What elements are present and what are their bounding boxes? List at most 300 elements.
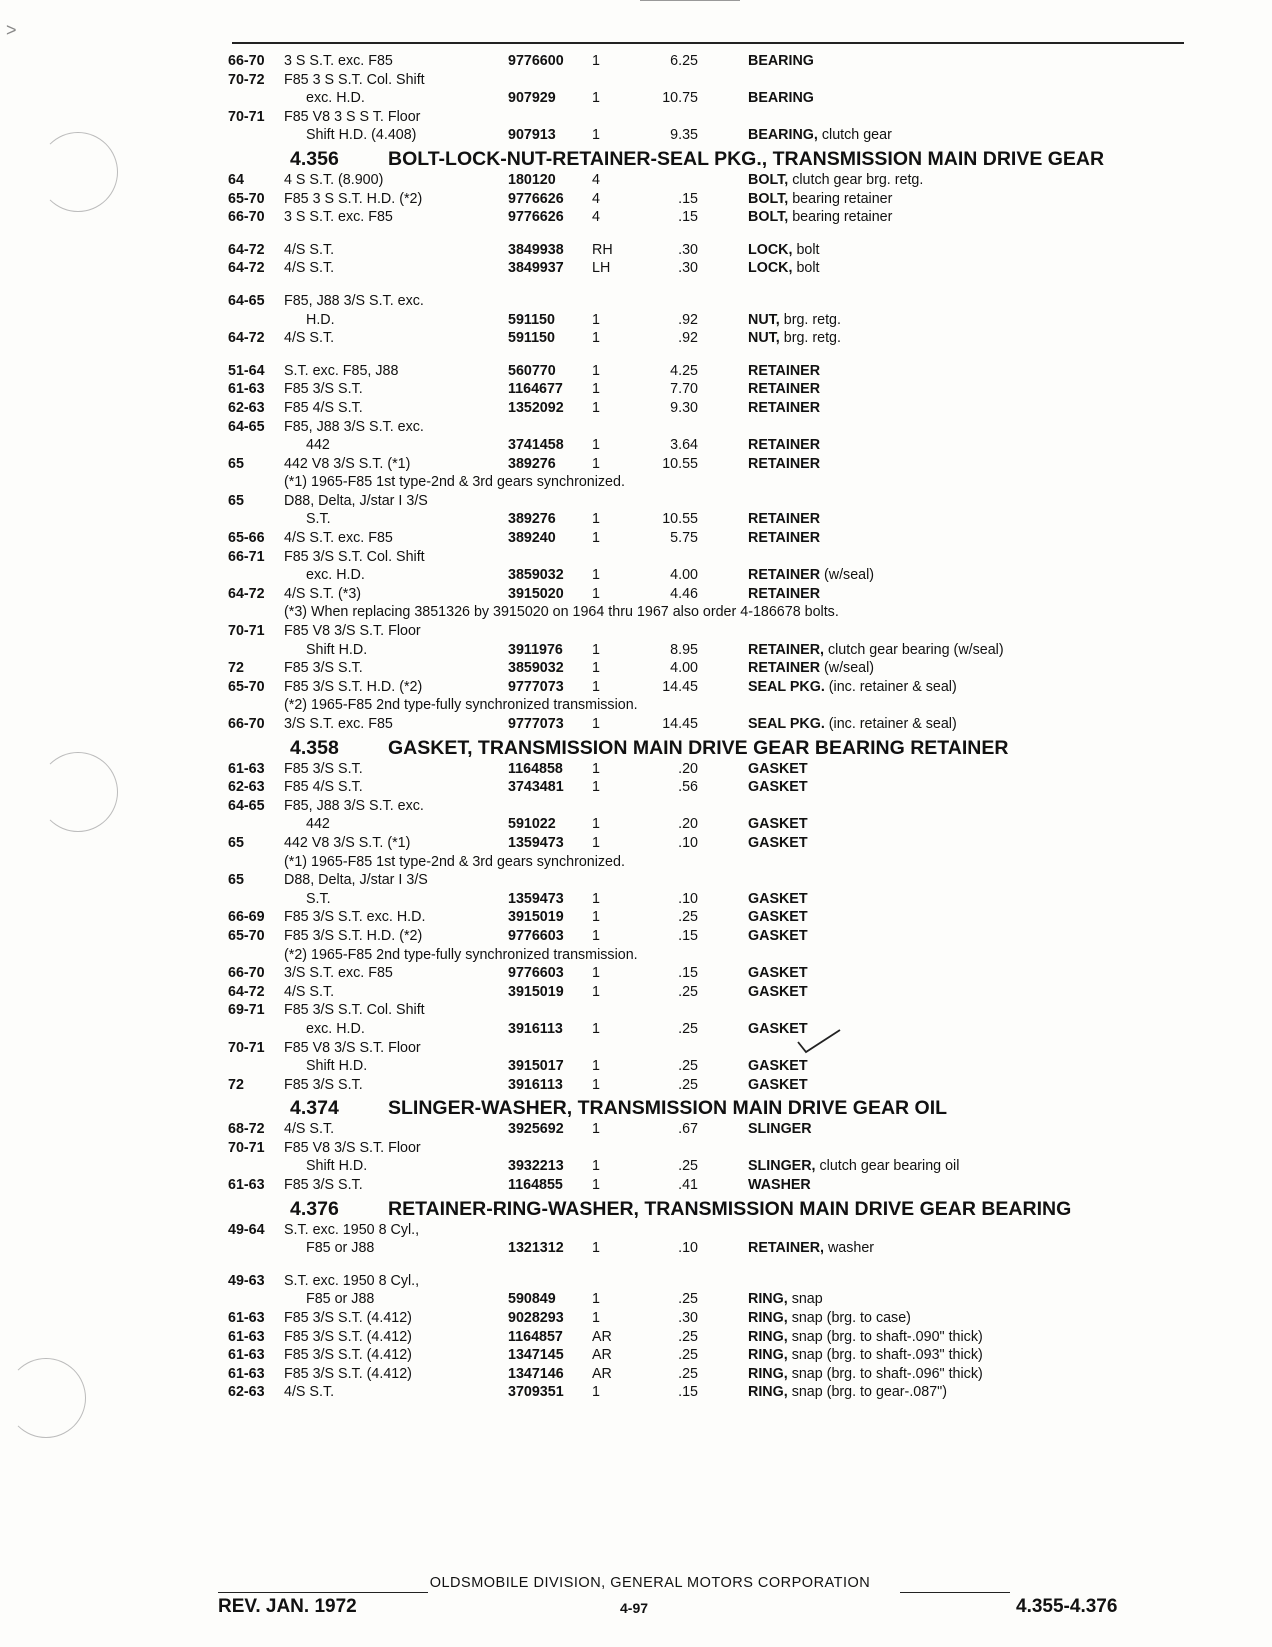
model-years: 64-65 xyxy=(228,797,265,814)
revision-date: REV. JAN. 1972 xyxy=(218,1596,357,1617)
part-number: 590849 xyxy=(508,1291,556,1308)
quantity: 1 xyxy=(592,1076,600,1093)
part-number: 1347146 xyxy=(508,1365,564,1382)
section-number: 4.374 xyxy=(290,1097,339,1120)
part-name: RETAINER xyxy=(748,511,821,528)
model-years: 65 xyxy=(228,492,244,509)
list-price: .15 xyxy=(678,209,698,226)
application: F85 3/S S.T. (4.412) xyxy=(284,1365,412,1382)
part-number: 3925692 xyxy=(508,1121,564,1138)
list-price: .30 xyxy=(678,241,698,258)
quantity: 1 xyxy=(592,909,600,926)
table-row xyxy=(228,362,1190,381)
quantity: 1 xyxy=(592,53,600,69)
part-number: 3743481 xyxy=(508,779,564,796)
part-description xyxy=(748,436,820,455)
list-price: .25 xyxy=(678,1291,698,1308)
part-name: GASKET xyxy=(748,1058,808,1075)
part-number: 389276 xyxy=(508,455,556,472)
table-row xyxy=(228,890,1190,909)
part-description xyxy=(748,1328,983,1347)
part-description xyxy=(748,1365,983,1384)
application: F85 3 S S.T. H.D. (*2) xyxy=(284,190,423,207)
footnote: (*3) When replacing 3851326 by 3915020 on 1964 thru 1967 also order 4-186678 bolts. xyxy=(284,604,839,621)
part-name: GASKET xyxy=(748,927,808,944)
part-detail: (inc. retainer & seal) xyxy=(828,678,957,695)
table-row xyxy=(228,908,1190,927)
table-row xyxy=(228,455,1190,474)
part-number: 1359473 xyxy=(508,834,564,851)
application: Shift H.D. (4.408) xyxy=(306,127,417,144)
model-years: 64 xyxy=(228,171,244,188)
part-description xyxy=(748,964,808,983)
part-description xyxy=(748,208,892,227)
part-detail: bolt xyxy=(796,260,820,277)
table-row xyxy=(228,126,1190,145)
application: 4/S S.T. (*3) xyxy=(284,585,362,602)
table-row xyxy=(228,1120,1190,1139)
table-row xyxy=(228,1309,1190,1328)
list-price: 10.55 xyxy=(662,455,698,472)
part-number: 3911976 xyxy=(508,641,563,658)
part-number: 3916113 xyxy=(508,1076,563,1093)
part-description xyxy=(748,52,814,71)
part-number: 3916113 xyxy=(508,1020,563,1037)
table-row xyxy=(228,292,1190,311)
table-row xyxy=(228,659,1190,678)
list-price: .25 xyxy=(678,1347,698,1364)
list-price: 7.70 xyxy=(670,381,698,398)
application: F85 3/S S.T. (4.412) xyxy=(284,1328,412,1345)
part-number: 9777073 xyxy=(508,716,564,732)
table-row xyxy=(228,760,1190,779)
part-name: SLINGER, xyxy=(748,1158,816,1175)
part-name: RETAINER xyxy=(748,660,821,677)
application: 442 xyxy=(306,437,330,454)
part-description xyxy=(748,659,874,678)
footer-division: OLDSMOBILE DIVISION, GENERAL MOTORS CORPORATION xyxy=(429,1575,871,1591)
table-row xyxy=(228,927,1190,946)
quantity: 1 xyxy=(592,567,600,584)
model-years: 62-63 xyxy=(228,399,265,416)
quantity: AR xyxy=(592,1365,612,1382)
part-name: GASKET xyxy=(748,965,808,982)
part-description xyxy=(748,566,874,585)
binder-hole-1 xyxy=(38,132,118,212)
section-heading xyxy=(228,1195,1190,1221)
application: 442 xyxy=(306,816,330,833)
part-number: 389240 xyxy=(508,530,556,547)
table-row xyxy=(228,815,1190,834)
part-number: 3915020 xyxy=(508,585,564,602)
table-row xyxy=(228,1039,1190,1058)
list-price: 3.64 xyxy=(670,437,698,454)
model-years: 66-69 xyxy=(228,909,265,926)
application: F85 4/S S.T. xyxy=(284,779,363,796)
quantity: 1 xyxy=(592,927,600,944)
footnote: (*1) 1965-F85 1st type-2nd & 3rd gears synchronized. xyxy=(284,853,625,870)
table-row xyxy=(228,1365,1190,1384)
part-number: 3849938 xyxy=(508,241,564,258)
part-number: 9776626 xyxy=(508,209,564,226)
application: 4/S S.T. xyxy=(284,983,335,1000)
table-row xyxy=(228,1176,1190,1195)
list-price: .10 xyxy=(678,834,698,851)
list-price: .30 xyxy=(678,1310,698,1327)
list-price: .10 xyxy=(678,890,698,907)
part-description xyxy=(748,778,808,797)
table-row xyxy=(228,1383,1190,1402)
application: 4/S S.T. xyxy=(284,330,335,347)
model-years: 65 xyxy=(228,834,244,851)
quantity: 1 xyxy=(592,1310,600,1327)
table-row xyxy=(228,566,1190,585)
application: 3/S S.T. exc. F85 xyxy=(284,965,393,982)
application: H.D. xyxy=(306,311,335,328)
application: 4/S S.T. exc. F85 xyxy=(284,530,393,547)
application: exc. H.D. xyxy=(306,1020,365,1037)
part-name: GASKET xyxy=(748,760,808,777)
part-detail: (w/seal) xyxy=(824,567,875,584)
model-years: 62-63 xyxy=(228,1384,265,1401)
list-price: 5.75 xyxy=(670,530,698,547)
quantity: 1 xyxy=(592,455,600,472)
quantity: 1 xyxy=(592,127,600,144)
table-row xyxy=(228,241,1190,260)
model-years: 66-70 xyxy=(228,965,265,982)
part-detail: snap (brg. to case) xyxy=(791,1310,911,1327)
table-row xyxy=(228,622,1190,641)
part-detail: (w/seal) xyxy=(824,660,875,677)
model-years: 65 xyxy=(228,455,244,472)
application: F85, J88 3/S S.T. exc. xyxy=(284,797,424,814)
part-detail: bolt xyxy=(796,241,820,258)
quantity: 1 xyxy=(592,983,600,1000)
quantity: 1 xyxy=(592,1020,600,1037)
part-number: 3741458 xyxy=(508,437,564,454)
list-price: .15 xyxy=(678,965,698,982)
quantity: 4 xyxy=(592,190,600,207)
application: S.T. xyxy=(306,511,331,528)
part-description xyxy=(748,1157,959,1176)
part-detail: bearing retainer xyxy=(792,209,893,226)
part-description xyxy=(748,834,808,853)
model-years: 61-63 xyxy=(228,1365,265,1382)
table-row xyxy=(228,399,1190,418)
part-name: NUT, xyxy=(748,311,780,328)
quantity: 1 xyxy=(592,1177,600,1194)
table-row xyxy=(228,171,1190,190)
quantity: 1 xyxy=(592,90,600,107)
part-name: RING, xyxy=(748,1328,788,1345)
part-description xyxy=(748,241,820,260)
part-description xyxy=(748,399,820,418)
quantity: 1 xyxy=(592,362,600,379)
application: 4/S S.T. xyxy=(284,241,335,258)
list-price: 8.95 xyxy=(670,641,698,658)
table-row xyxy=(228,1076,1190,1095)
part-description xyxy=(748,1346,983,1365)
table-row xyxy=(228,311,1190,330)
application: F85, J88 3/S S.T. exc. xyxy=(284,292,424,309)
part-name: GASKET xyxy=(748,1076,808,1093)
part-name: RING, xyxy=(748,1310,788,1327)
table-row xyxy=(228,678,1190,697)
table-row xyxy=(228,797,1190,816)
application: 442 V8 3/S S.T. (*1) xyxy=(284,834,411,851)
part-name: GASKET xyxy=(748,909,808,926)
table-row xyxy=(228,418,1190,437)
part-number: 3849937 xyxy=(508,260,564,277)
model-years: 68-72 xyxy=(228,1121,265,1138)
model-years: 64-72 xyxy=(228,983,265,1000)
section-title: BOLT-LOCK-NUT-RETAINER-SEAL PKG., TRANSMISSION MAIN DRIVE GEAR xyxy=(388,147,1105,170)
spacer xyxy=(228,227,1190,241)
parts-list xyxy=(228,52,1190,1402)
part-description xyxy=(748,1076,808,1095)
application: 4/S S.T. xyxy=(284,260,335,277)
table-row xyxy=(228,259,1190,278)
part-number: 9776626 xyxy=(508,190,564,207)
part-description xyxy=(748,1120,812,1139)
part-detail: washer xyxy=(827,1240,875,1257)
model-years: 64-65 xyxy=(228,418,265,435)
list-price: .25 xyxy=(678,1158,698,1175)
table-row xyxy=(228,492,1190,511)
list-price: 4.46 xyxy=(670,585,698,602)
part-number: 3709351 xyxy=(508,1384,564,1401)
application: F85, J88 3/S S.T. exc. xyxy=(284,418,424,435)
list-price: .20 xyxy=(678,816,698,833)
application: exc. H.D. xyxy=(306,567,365,584)
model-years: 65-70 xyxy=(228,678,265,695)
part-detail: clutch gear brg. retg. xyxy=(792,171,924,188)
part-number: 1164857 xyxy=(508,1328,563,1345)
part-name: BEARING, xyxy=(748,127,818,144)
part-detail: clutch gear bearing (w/seal) xyxy=(827,641,1004,658)
quantity: 1 xyxy=(592,890,600,907)
part-number: 180120 xyxy=(508,171,556,188)
model-years: 65 xyxy=(228,872,244,889)
table-row xyxy=(228,108,1190,127)
table-row xyxy=(228,89,1190,108)
model-years: 62-63 xyxy=(228,779,265,796)
model-years: 70-71 xyxy=(228,623,265,640)
quantity: 1 xyxy=(592,530,600,547)
application: F85 4/S S.T. xyxy=(284,399,363,416)
model-years: 61-63 xyxy=(228,1177,265,1194)
page-number: 4-97 xyxy=(620,1600,649,1616)
quantity: 4 xyxy=(592,209,600,226)
application: F85 3/S S.T. xyxy=(284,1177,363,1194)
list-price: .25 xyxy=(678,1058,698,1075)
footer-rule-right xyxy=(900,1592,1010,1593)
part-number: 907929 xyxy=(508,90,556,107)
table-row xyxy=(228,1290,1190,1309)
spacer xyxy=(228,348,1190,362)
application: 3/S S.T. exc. F85 xyxy=(284,716,393,732)
part-detail: bearing retainer xyxy=(792,190,893,207)
list-price: .25 xyxy=(678,1328,698,1345)
quantity: 1 xyxy=(592,330,600,347)
quantity: 1 xyxy=(592,641,600,658)
model-years: 72 xyxy=(228,1076,244,1093)
part-number: 389276 xyxy=(508,511,556,528)
table-row xyxy=(228,329,1190,348)
section-number: 4.376 xyxy=(290,1197,339,1220)
application: F85 V8 3/S S.T. Floor xyxy=(284,623,421,640)
part-name: GASKET xyxy=(748,816,808,833)
part-name: RING, xyxy=(748,1347,788,1364)
quantity: 1 xyxy=(592,779,600,796)
part-number: 1352092 xyxy=(508,399,564,416)
application: Shift H.D. xyxy=(306,1158,368,1175)
quantity: 1 xyxy=(592,437,600,454)
part-name: GASKET xyxy=(748,983,808,1000)
part-description xyxy=(748,259,820,278)
list-price: 10.55 xyxy=(662,511,698,528)
application: F85 3/S S.T. xyxy=(284,660,363,677)
application: 3 S S.T. exc. F85 xyxy=(284,53,393,69)
table-row xyxy=(228,548,1190,567)
model-years: 61-63 xyxy=(228,1328,265,1345)
model-years: 72 xyxy=(228,660,244,677)
footnote: (*2) 1965-F85 2nd type-fully synchronized transmission. xyxy=(284,946,638,963)
part-number: 1321312 xyxy=(508,1240,564,1257)
part-description xyxy=(748,455,820,474)
list-price: .15 xyxy=(678,190,698,207)
application: F85 3/S S.T. xyxy=(284,381,363,398)
part-description xyxy=(748,585,820,604)
model-years: 64-72 xyxy=(228,330,265,347)
part-name: RETAINER xyxy=(748,530,821,547)
list-price: .25 xyxy=(678,1076,698,1093)
part-name: RETAINER xyxy=(748,585,821,602)
part-description xyxy=(748,1239,874,1258)
table-row xyxy=(228,529,1190,548)
quantity: 1 xyxy=(592,660,600,677)
check-mark xyxy=(796,1026,842,1056)
list-price: .25 xyxy=(678,909,698,926)
part-description xyxy=(748,927,808,946)
model-years: 66-70 xyxy=(228,716,265,732)
part-description xyxy=(748,1309,911,1328)
quantity: LH xyxy=(592,260,611,277)
part-detail: brg. retg. xyxy=(783,330,841,347)
part-description xyxy=(748,529,820,548)
part-name: SEAL PKG. xyxy=(748,716,825,732)
part-description xyxy=(748,890,808,909)
part-description xyxy=(748,362,820,381)
application: Shift H.D. xyxy=(306,1058,368,1075)
application: F85 V8 3 S S T. Floor xyxy=(284,108,421,125)
model-years: 51-64 xyxy=(228,362,265,379)
part-description xyxy=(748,1290,823,1309)
quantity: 1 xyxy=(592,585,600,602)
application: F85 3/S S.T. (4.412) xyxy=(284,1310,412,1327)
application: F85 V8 3/S S.T. Floor xyxy=(284,1039,421,1056)
top-tick xyxy=(640,0,740,1)
part-name: RETAINER xyxy=(748,455,821,472)
part-description xyxy=(748,641,1004,660)
quantity: 1 xyxy=(592,1291,600,1308)
model-years: 70-71 xyxy=(228,1139,265,1156)
part-number: 591150 xyxy=(508,311,555,328)
part-number: 3915019 xyxy=(508,983,564,1000)
list-price: .25 xyxy=(678,1020,698,1037)
part-name: LOCK, xyxy=(748,260,793,277)
part-number: 907913 xyxy=(508,127,556,144)
quantity: 1 xyxy=(592,511,600,528)
quantity: 1 xyxy=(592,816,600,833)
part-number: 9028293 xyxy=(508,1310,564,1327)
part-name: BOLT, xyxy=(748,171,789,188)
application: S.T. exc. 1950 8 Cyl., xyxy=(284,1272,420,1289)
list-price: 4.00 xyxy=(670,660,698,677)
model-years: 66-70 xyxy=(228,209,265,226)
part-description xyxy=(748,171,923,190)
model-years: 49-63 xyxy=(228,1272,265,1289)
table-row xyxy=(228,641,1190,660)
table-row xyxy=(228,1221,1190,1240)
quantity: 1 xyxy=(592,1158,600,1175)
part-name: BOLT, xyxy=(748,190,789,207)
model-years: 70-71 xyxy=(228,1039,265,1056)
application: F85 3/S S.T. H.D. (*2) xyxy=(284,678,423,695)
part-detail: snap (brg. to shaft-.090" thick) xyxy=(791,1328,983,1345)
table-row xyxy=(228,1328,1190,1347)
table-row xyxy=(228,1139,1190,1158)
part-number: 1164855 xyxy=(508,1177,563,1194)
quantity: 1 xyxy=(592,716,600,732)
section-title: RETAINER-RING-WASHER, TRANSMISSION MAIN DRIVE GEAR BEARING xyxy=(388,1197,1072,1220)
part-name: RETAINER xyxy=(748,381,821,398)
corner-mark: > xyxy=(6,20,17,40)
part-name: RETAINER xyxy=(748,362,821,379)
table-row xyxy=(228,1272,1190,1291)
part-detail: brg. retg. xyxy=(783,311,841,328)
part-name: LOCK, xyxy=(748,241,793,258)
model-years: 61-63 xyxy=(228,381,265,398)
section-heading xyxy=(228,1094,1190,1120)
application: F85 3/S S.T. Col. Shift xyxy=(284,548,425,565)
application: D88, Delta, J/star I 3/S xyxy=(284,492,428,509)
part-description xyxy=(748,678,957,697)
table-row xyxy=(228,1346,1190,1365)
quantity: 4 xyxy=(592,171,600,188)
table-row xyxy=(228,983,1190,1002)
model-years: 49-64 xyxy=(228,1221,265,1238)
table-row xyxy=(228,585,1190,604)
list-price: .10 xyxy=(678,1240,698,1257)
model-years: 64-72 xyxy=(228,241,265,258)
application: F85 3/S S.T. Col. Shift xyxy=(284,1002,425,1019)
model-years: 61-63 xyxy=(228,1310,265,1327)
part-number: 9776600 xyxy=(508,53,564,69)
part-number: 591022 xyxy=(508,816,556,833)
part-description xyxy=(748,190,892,209)
application: F85 3/S S.T. (4.412) xyxy=(284,1347,412,1364)
list-price: .30 xyxy=(678,260,698,277)
part-name: GASKET xyxy=(748,834,808,851)
quantity: 1 xyxy=(592,1240,600,1257)
list-price: .25 xyxy=(678,1365,698,1382)
part-name: RETAINER, xyxy=(748,1240,824,1257)
model-years: 70-71 xyxy=(228,108,265,125)
spacer xyxy=(228,1258,1190,1272)
part-number: 1164677 xyxy=(508,381,563,398)
part-detail: snap (brg. to gear-.087") xyxy=(791,1384,947,1401)
